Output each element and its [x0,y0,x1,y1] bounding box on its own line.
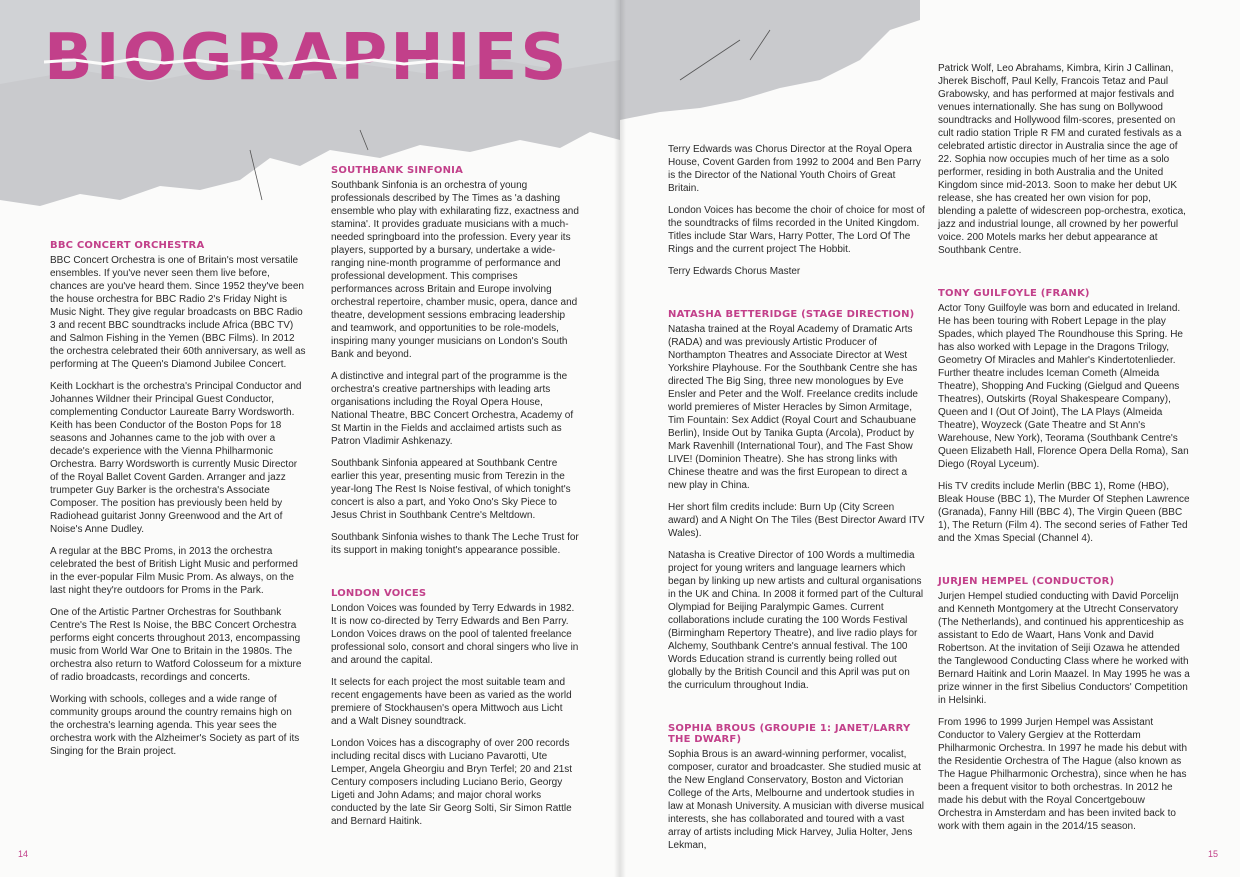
left-column-1 [50,240,306,767]
page-title: BIOGRAPHIES [44,21,570,95]
right-page [620,0,1240,877]
heading-natasha-betteridge: NATASHA BETTERIDGE (STAGE DIRECTION) [668,309,915,320]
natasha-para-1: Natasha trained at the Royal Academy of Dramatic Arts (RADA) and was previously Artistic Producer of Northampton Theatres and Associate Director at West Yorkshire Playhouse. For the Southbank Centre she has directed The Big Sing, three new monologues by Eve Ensler and Peter and the Wolf. Freelance credits include world premieres of Mister Heracles by Simon Armitage, Tim Fountain: Sex Addict (Royal Court and Schaubuane Berlin), Inside Out by Tanika Gupta (Arcola), Product by Mark Ravenhill (International Tour), and The Fast Show LIVE! (Dominion Theatre). She has strong links with Chinese theatre and was the first European to direct a new play in China. [668,324,918,491]
bbc-para-2: Keith Lockhart is the orchestra's Principal Conductor and Johannes Wildner their Principal Guest Conductor, complementing Conductor Laureate Barry Wordsworth. Keith has been Conductor of the Boston Pops for 18 seasons and Johannes came to the job with over a decade's experience with the Vienna Philharmonic Orchestra. Barry Wordsworth is currently Music Director of the Royal Ballet Covent Garden. Arranger and jazz trumpeter Guy Barker is the orchestra's Associate Composer. The position has previously been held by Radiohead guitarist Jonny Greenwood and the Art of Noise's Anne Dudley. [50,381,302,535]
page-number-right: 15 [1207,849,1218,859]
voices-para-2: It selects for each project the most suitable team and recent engagements have been as varied as the world premiere of Stockhausen's opera Mittwoch aus Licht and a Walt Disney soundtrack. [331,677,572,727]
left-column-2 [331,165,579,837]
natasha-para-3: Natasha is Creative Director of 100 Words a multimedia project for young writers and language learners which began by linking up new artists and cultural organisations in the UK and China. In 2008 it formed part of the Cultural Olympiad for Beijing Paralympic Games. Current collaborations include curating the 100 Words Festival (Birmingham Repertory Theatre), and live radio plays for Alchemy, Southbank Centre's annual festival. The 100 Words Education strand is currently being rolled out globally by the British Council and this April was put on the curriculum throughout India. [668,550,924,691]
natasha-para-2: Her short film credits include: Burn Up (City Screen award) and A Night On The Tiles (Best Director Award ITV Wales). [668,502,925,539]
heading-jurjen-hempel: JURJEN HEMPEL (CONDUCTOR) [938,576,1115,587]
bbc-para-1: BBC Concert Orchestra is one of Britain's most versatile ensembles. If you've never seen them live before, chances are you've heard them. Since 1952 they've been the house orchestra for BBC Radio 2's Friday Night is Music Night. They give regular broadcasts on BBC Radio 3 and recent BBC soundtracks include Africa (BBC TV) and Salmon Fishing in the Yemen (BBC Films). In 2012 the orchestra celebrated their 60th anniversary, as well as performing at The Queen's Diamond Jubilee Concert. [50,255,306,370]
credit-name: Terry Edwards [668,266,732,277]
right-column-2 [938,62,1190,842]
heading-southbank-sinfonia: SOUTHBANK SINFONIA [331,165,464,176]
tony-para-1: Actor Tony Guilfoyle was born and educated in Ireland. He has been touring with Robert Lepage in the play Spades, which played The Roundhouse this Spring. He has also worked with Lepage in the Dragons Trilogy, Geometry Of Miracles and Mahler's Kindertotenlieder. Further theatre includes Iceman Cometh (Almeida Theatre), Shopping And Fucking (Gielgud and Queens Theatres), Outskirts (Royal Shakespeare Company), Queen and I (Out Of Joint), The LA Plays (Almeida Theatre), Woyzeck (Gate Theatre and St Ann's Warehouse, New York), Teorama (Southbank Centre's Queen Elizabeth Hall, Florence Opera Della Roma), San Diego (Royal Lyceum). [938,303,1189,470]
sinfonia-para-4: Southbank Sinfonia wishes to thank The Leche Trust for its support in making tonight's appearance possible. [331,532,579,556]
voices-para-3: London Voices has a discography of over 200 records including recital discs with Luciano Pavarotti, Ute Lemper, Angela Gheorgiu and Bryn Terfel; 20 and 21st Century composers including Luciano Berio, Georgy Ligeti and John Adams; and major choral works conducted by the late Sir Georg Solti, Sir Simon Rattle and Bernard Haitink. [331,738,573,827]
bbc-para-4: One of the Artistic Partner Orchestras for Southbank Centre's The Rest Is Noise, the BBC Concert Orchestra performs eight concerts throughout 2013, encompassing music from World War One to Britain in the 1980s. The orchestra also return to Watford Colosseum for a mixture of radio broadcasts, recordings and concerts. [50,607,302,683]
right-column-1 [668,143,926,852]
voices-para-1: London Voices was founded by Terry Edwards in 1982. It is now co-directed by Terry Edwards and Ben Parry. London Voices draws on the pool of talented freelance professional solo, consort and choral singers who live in and around the capital. [331,603,579,666]
bbc-para-5: Working with schools, colleges and a wide range of community groups around the country remains high on the orchestra's learning agenda. This year sees the orchestra work with the Alzheimer's Society as part of its Singing for the Brain project. [50,694,300,757]
heading-bbc-concert-orchestra: BBC CONCERT ORCHESTRA [50,240,205,251]
voices-cont-para-1: Terry Edwards was Chorus Director at the Royal Opera House, Covent Garden from 1992 to 2004 and Ben Parry is the Director of the National Youth Choirs of Great Britain. [668,144,921,194]
sophia-para-1: Sophia Brous is an award-winning performer, vocalist, composer, curator and broadcaster. She studied music at the New England Conservatory, Boston and Victorian College of the Arts, Melbourne and undertook studies in law at Monash University. A musician with diverse musical interests, she has collaborated and toured with a vast array of artists including Mick Harvey, Julia Holter, Jens Lekman, [668,749,925,851]
title-tear-line [44,55,464,69]
tony-para-2: His TV credits include Merlin (BBC 1), Rome (HBO), Bleak House (BBC 1), The Murder Of Stephen Lawrence (Granada), Fanny Hill (BBC 4), The Virgin Queen (BBC 1), The Return (Film 4). The second series of Father Ted and the Xmas Special (Channel 4). [938,481,1190,544]
sinfonia-para-3: Southbank Sinfonia appeared at Southbank Centre earlier this year, presenting music from Terezin in the year-long The Rest Is Noise festival, of which tonight's concert is also a part, and Yoko Ono's Sky Piece to Jesus Christ in Southbank Centre's Meltdown. [331,458,571,521]
jurjen-para-1: Jurjen Hempel studied conducting with David Porcelijn and Kenneth Montgomery at the Utrecht Conservatory (The Netherlands), and continued his apprenticeship as assistant to Edo de Waart, Hans Vonk and David Robertson. At the invitation of Seiji Ozawa he attended the Tanglewood Conducting Class where he worked with Bernard Haitink and Lorin Maazel. In May 1995 he was a prize winner in the first Sibelius Conductors' Competition in Helsinki. [938,591,1190,706]
sinfonia-para-2: A distinctive and integral part of the programme is the orchestra's creative partnerships with leading arts organisations including the Royal Opera House, National Theatre, BBC Concert Orchestra, Academy of St Martin in the Fields and acclaimed artists such as Patron Vladimir Ashkenazy. [331,371,574,447]
heading-london-voices: LONDON VOICES [331,588,427,599]
jurjen-para-2: From 1996 to 1999 Jurjen Hempel was Assistant Conductor to Valery Gergiev at the Rotterdam Philharmonic Orchestra. In 1997 he made his debut with the Residentie Orchestra of The Hague (also known as The Hague Philharmonic Orchestra), since when he has been a frequent visitor to both orchestras. In 2012 he made his debut with the Royal Concertgebouw Orchestra in Amsterdam and has been invited back to work with them again in the 2014/15 season. [938,717,1188,832]
sinfonia-para-1: Southbank Sinfonia is an orchestra of young professionals described by The Times as 'a dashing ensemble who play with exhilarating fizz, exactness and stamina'. It provides graduate musicians with a much-needed springboard into the profession. Every year its players, supported by a bursary, undertake a wide-ranging nine-month programme of performance and professional development. This comprises performances across Britain and Europe involving orchestral repertoire, chamber music, opera, dance and theatre, development sessions embracing leadership and teamwork, and opportunities to be role-models, inspiring many younger musicians on London's South Bank and beyond. [331,180,579,360]
heading-sophia-brous: SOPHIA BROUS (GROUPIE 1: JANET/LARRY THE DWARF) [668,723,911,745]
sophia-cont-para: Patrick Wolf, Leo Abrahams, Kimbra, Kirin J Callinan, Jherek Bischoff, Paul Kelly, Francois Tetaz and Paul Grabowsky, and has performed at major festivals and venues internationally. She has sung on Bollywood soundtracks and Hollywood film-scores, presented on cult radio station Triple R FM and curated festivals as a celebrated artistic director in Australia since the age of 22. Sophia now occupies much of her time as a solo performer, residing in both Australia and the United Kingdom since mid-2013. Soon to make her debut UK release, she has created her own vision for pop, blending a palette of widescreen pop-orchestra, exotica, jazz and industrial lounge, all crowned by her powerful voice. 200 Motels marks her debut appearance at Southbank Centre. [938,63,1186,256]
spread-gutter [614,0,626,877]
page-number-left: 14 [18,849,29,859]
chorus-master-credit [668,265,926,278]
voices-cont-para-2: London Voices has become the choir of choice for most of the soundtracks of films recorded in the United Kingdom. Titles include Star Wars, Harry Potter, The Lord Of The Rings and the current project The Hobbit. [668,205,925,255]
bbc-para-3: A regular at the BBC Proms, in 2013 the orchestra celebrated the best of British Light Music and performed in the ever-popular Film Music Prom. As always, on the last night they're outdoors for Proms in the Park. [50,546,298,596]
heading-tony-guilfoyle: TONY GUILFOYLE (FRANK) [938,288,1090,299]
credit-role: Chorus Master [731,266,801,277]
